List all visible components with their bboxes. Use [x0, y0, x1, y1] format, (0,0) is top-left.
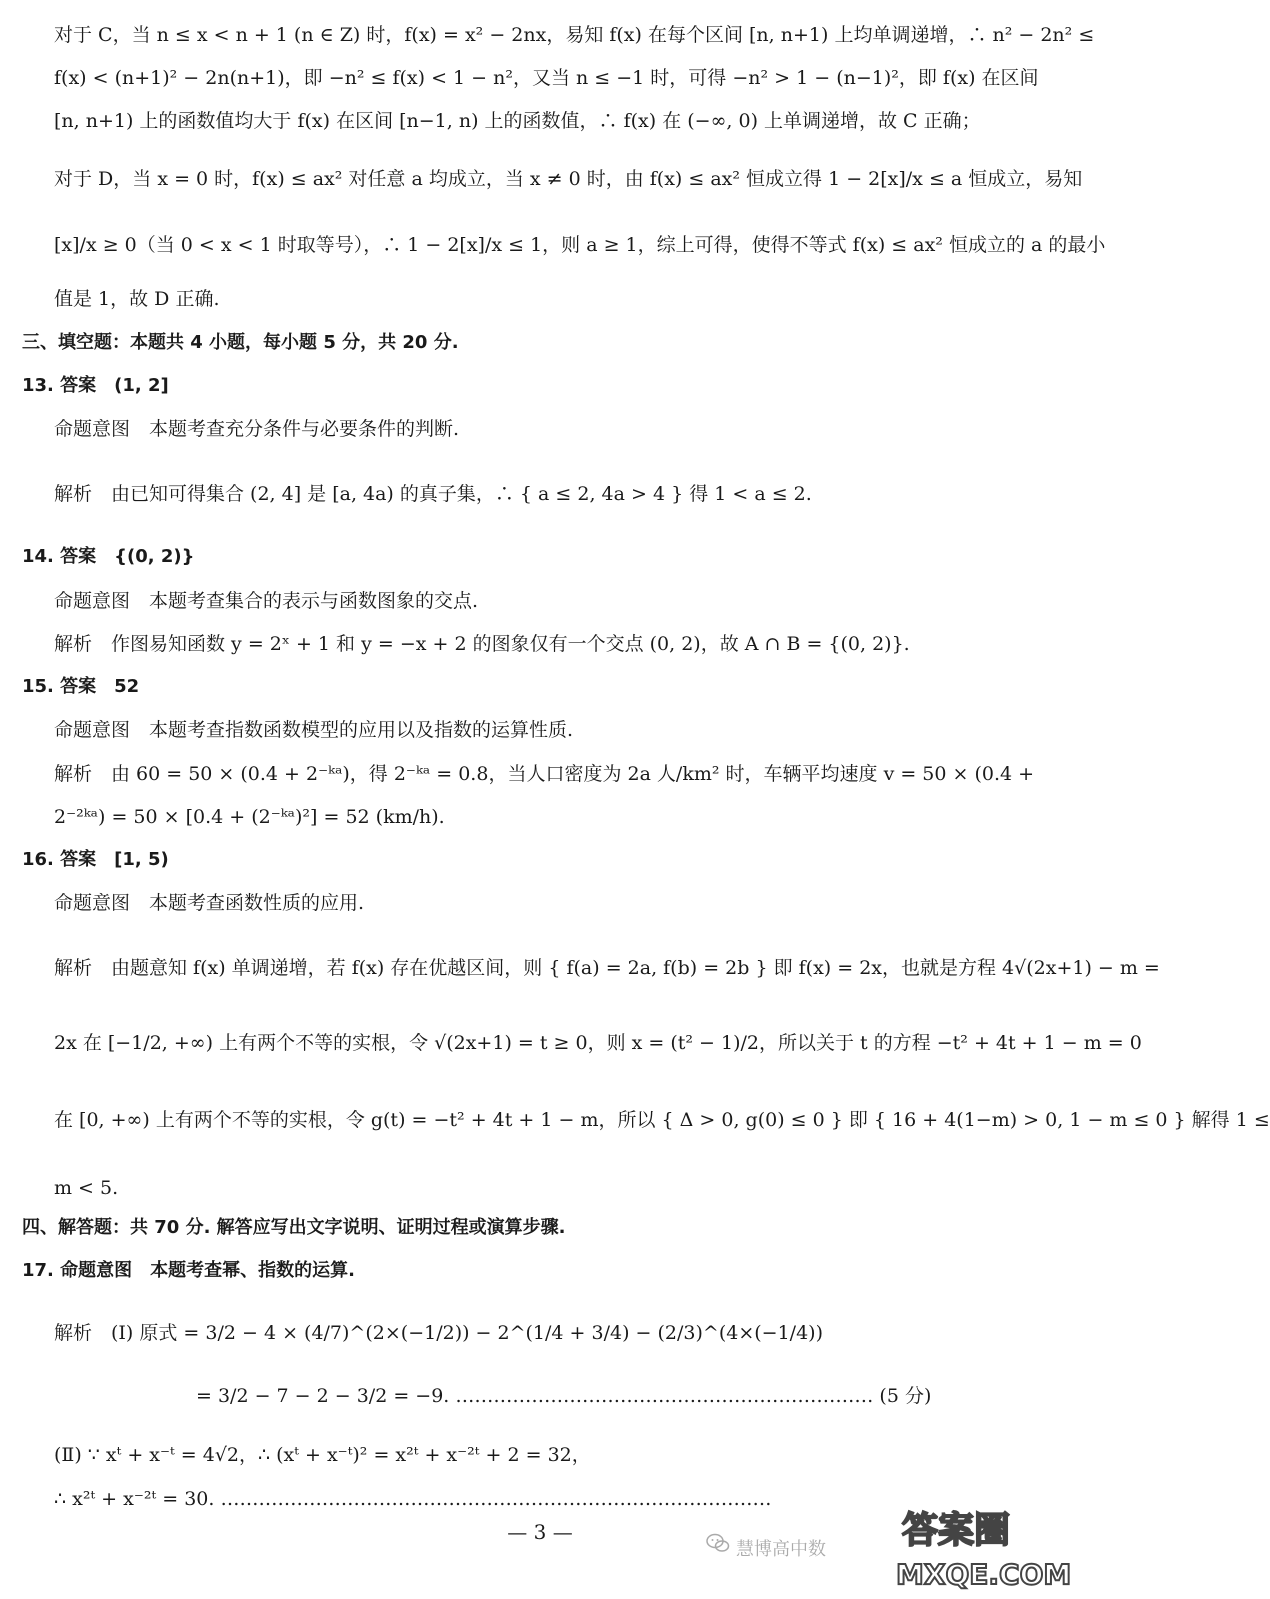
analysis-17-part2-result: ∴ x²ᵗ + x⁻²ᵗ = 30. ……………………………………………………………………………	[54, 1488, 772, 1510]
watermark-site-text: MXQE.COM	[896, 1558, 1072, 1591]
text-line-c3: [n, n+1) 上的函数值均大于 f(x) 在区间 [n−1, n) 上的函数值，∴ f(x) 在 (−∞, 0) 上单调递增，故 C 正确；	[54, 110, 981, 132]
answer-15: 15. 答案 52	[22, 676, 140, 697]
text-line-d1: 对于 D，当 x = 0 时，f(x) ≤ ax² 对任意 a 均成立，当 x ≠ 0 时，由 f(x) ≤ ax² 恒成立得 1 − 2[x]/x ≤ a 恒成立，易知	[54, 168, 1083, 190]
watermark-source-text: 慧博高中数	[736, 1539, 826, 1560]
text-line-c2: f(x) < (n+1)² − 2n(n+1)，即 −n² ≤ f(x) < 1 − n²，又当 n ≤ −1 时，可得 −n² > 1 − (n−1)²，即 f(x) 在区间	[54, 67, 1039, 89]
analysis-17-part2: (Ⅱ) ∵ xᵗ + x⁻ᵗ = 4√2，∴ (xᵗ + x⁻ᵗ)² = x²ᵗ + x⁻²ᵗ + 2 = 32，	[54, 1444, 591, 1466]
analysis-16-line1: 解析 由题意知 f(x) 单调递增，若 f(x) 存在优越区间，则 { f(a) = 2a, f(b) = 2b } 即 f(x) = 2x，也就是方程 4√(2x+1) − m =	[54, 957, 1160, 979]
intent-13: 命题意图 本题考查充分条件与必要条件的判断.	[54, 418, 460, 440]
section-heading-solutions: 四、解答题：共 70 分. 解答应写出文字说明、证明过程或演算步骤.	[22, 1217, 566, 1238]
intent-14: 命题意图 本题考查集合的表示与函数图象的交点.	[54, 590, 479, 612]
text-line-d2: [x]/x ≥ 0（当 0 < x < 1 时取等号），∴ 1 − 2[x]/x ≤ 1，则 a ≥ 1，综上可得，使得不等式 f(x) ≤ ax² 恒成立的 a 的最小	[54, 234, 1106, 256]
analysis-16-line4: m < 5.	[54, 1177, 119, 1199]
watermark-logo	[882, 1500, 1072, 1592]
answer-16: 16. 答案 [1, 5)	[22, 849, 169, 870]
analysis-15-line2: 2⁻²ᵏᵃ) = 50 × [0.4 + (2⁻ᵏᵃ)²] = 52 (km/h).	[54, 806, 445, 828]
text-line-c1: 对于 C，当 n ≤ x < n + 1 (n ∈ Z) 时，f(x) = x² − 2nx，易知 f(x) 在每个区间 [n, n+1) 上均单调递增，∴ n² − 2n² ≤	[54, 24, 1095, 46]
wechat-icon	[706, 1532, 730, 1554]
page-number: — 3 —	[507, 1520, 573, 1544]
intent-15: 命题意图 本题考查指数函数模型的应用以及指数的运算性质.	[54, 719, 574, 741]
analysis-16-line2: 2x 在 [−1/2, +∞) 上有两个不等的实根，令 √(2x+1) = t ≥ 0，则 x = (t² − 1)/2，所以关于 t 的方程 −t² + 4t + 1 − m = 0	[54, 1032, 1142, 1054]
answer-14: 14. 答案 {(0, 2)}	[22, 546, 195, 567]
analysis-17-part1-result: = 3/2 − 7 − 2 − 3/2 = −9. ………………………………………………………… (5 分)	[196, 1385, 932, 1407]
analysis-16-line3: 在 [0, +∞) 上有两个不等的实根，令 g(t) = −t² + 4t + 1 − m，所以 { Δ > 0, g(0) ≤ 0 } 即 { 16 + 4(1−m) > 0, 1 − m ≤ 0 } 解得 1 ≤	[54, 1109, 1270, 1131]
watermark-logo-text: 答案圈	[902, 1510, 1011, 1551]
analysis-15-line1: 解析 由 60 = 50 × (0.4 + 2⁻ᵏᵃ)，得 2⁻ᵏᵃ = 0.8，当人口密度为 2a 人/km² 时，车辆平均速度 v = 50 × (0.4 +	[54, 763, 1035, 785]
intent-16: 命题意图 本题考查函数性质的应用.	[54, 892, 365, 914]
answer-13: 13. 答案 (1, 2]	[22, 375, 169, 396]
analysis-17-part1: 解析 (Ⅰ) 原式 = 3/2 − 4 × (4/7)^(2×(−1/2)) − 2^(1/4 + 3/4) − (2/3)^(4×(−1/4))	[54, 1322, 823, 1344]
text-line-d3: 值是 1，故 D 正确.	[54, 288, 220, 310]
analysis-13: 解析 由已知可得集合 (2, 4] 是 [a, 4a) 的真子集，∴ { a ≤ 2, 4a > 4 } 得 1 < a ≤ 2.	[54, 483, 812, 505]
analysis-14: 解析 作图易知函数 y = 2ˣ + 1 和 y = −x + 2 的图象仅有一个交点 (0, 2)，故 A ∩ B = {(0, 2)}.	[54, 633, 910, 655]
intent-17: 17. 命题意图 本题考查幂、指数的运算.	[22, 1260, 355, 1281]
section-heading-fill-in: 三、填空题：本题共 4 小题，每小题 5 分，共 20 分.	[22, 332, 459, 353]
